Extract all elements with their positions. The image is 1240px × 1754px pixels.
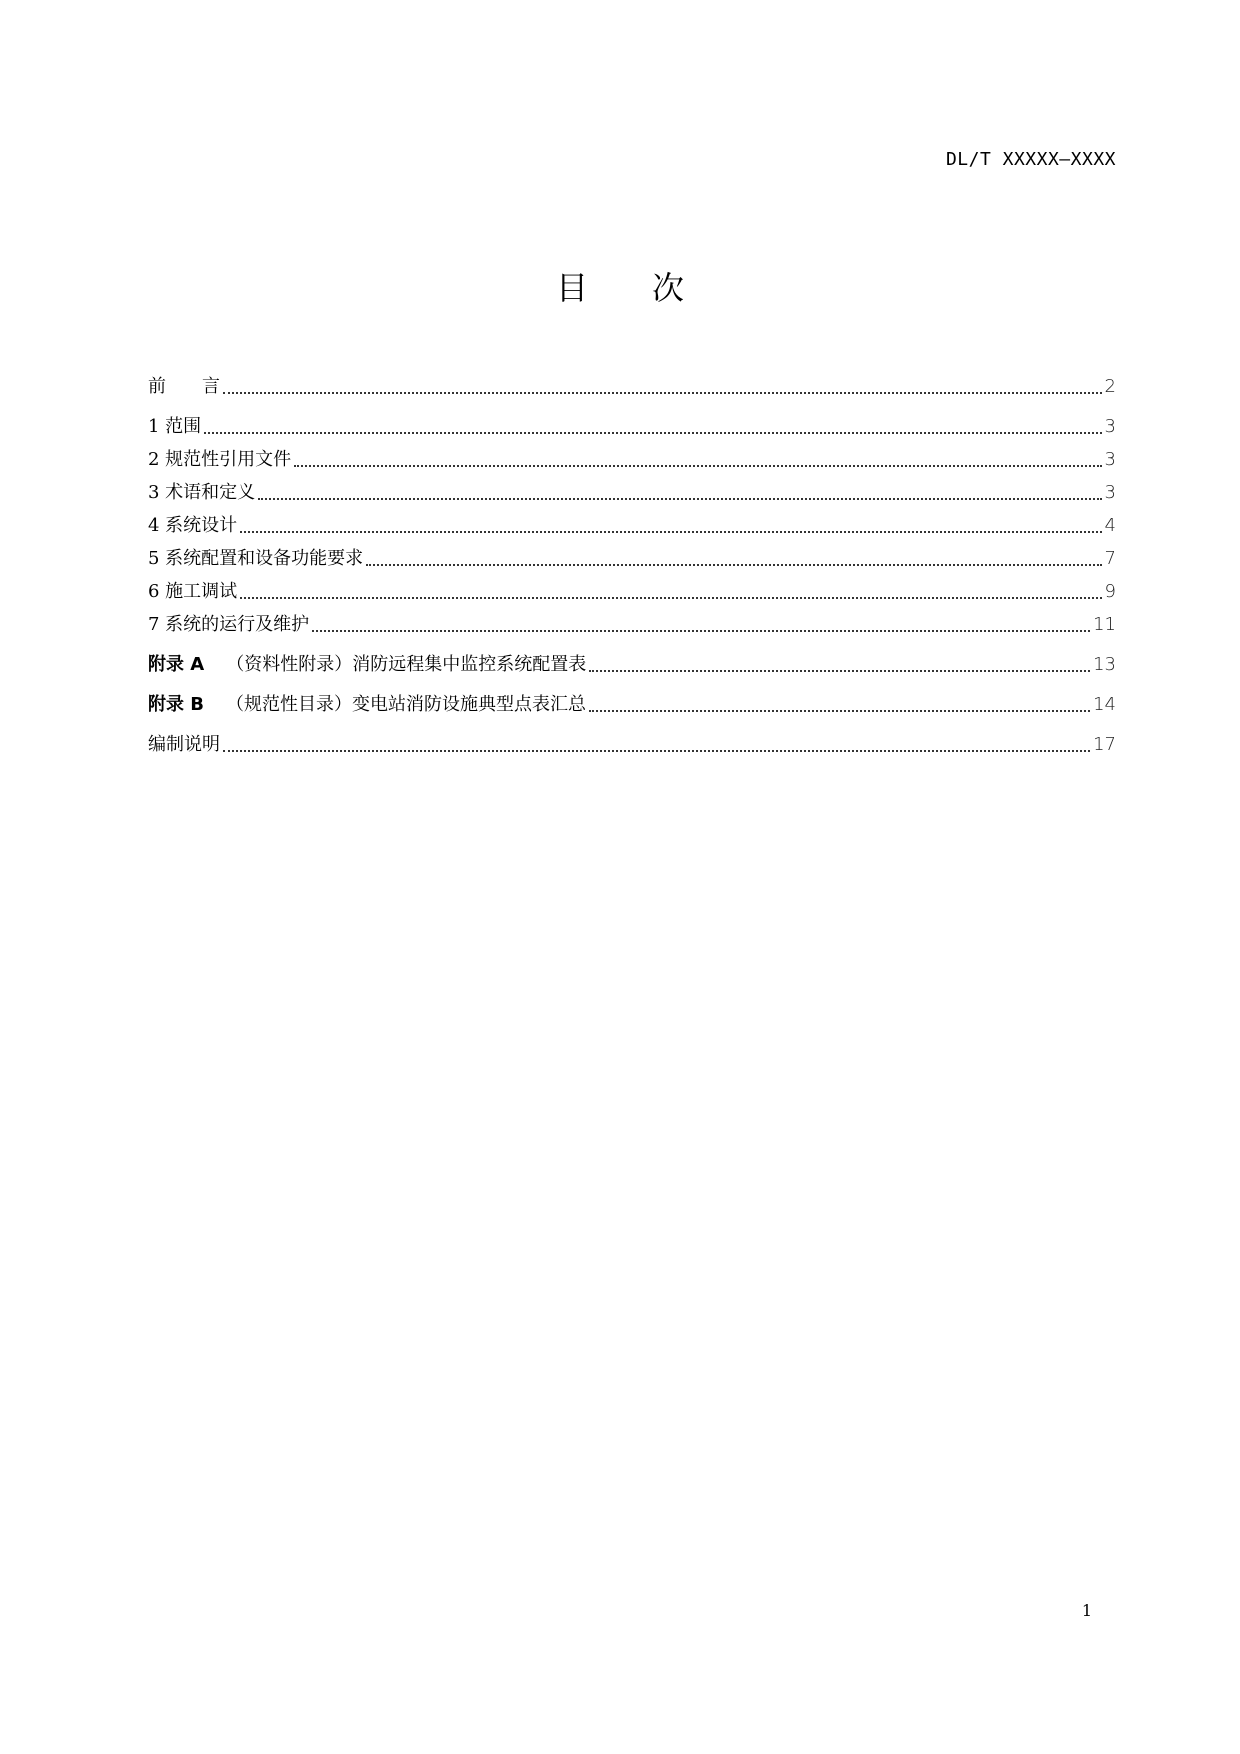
toc-entry-appendix-a[interactable] bbox=[148, 650, 1116, 676]
dot-leader bbox=[589, 694, 1090, 712]
dot-leader bbox=[589, 654, 1090, 672]
toc-title: 目 次 bbox=[555, 269, 684, 307]
toc-entry-operation-maintenance[interactable] bbox=[148, 610, 1116, 636]
toc-entry-preface[interactable] bbox=[148, 372, 1116, 398]
toc-entry-text: （规范性目录）变电站消防设施典型点表汇总 bbox=[226, 694, 586, 715]
toc-entry-page: 17 bbox=[1093, 734, 1116, 755]
toc-entry-text: 3 术语和定义 bbox=[148, 482, 256, 503]
toc-entry-text: 编制说明 bbox=[148, 734, 220, 755]
dot-leader bbox=[223, 734, 1090, 752]
toc-entry-text: 4 系统设计 bbox=[148, 515, 238, 536]
toc-entry-construction-commissioning[interactable] bbox=[148, 577, 1116, 603]
dot-leader bbox=[240, 581, 1101, 599]
toc-entry-page: 14 bbox=[1093, 694, 1116, 715]
toc-entry-system-configuration[interactable] bbox=[148, 544, 1116, 570]
toc-entry-text: （资料性附录）消防远程集中监控系统配置表 bbox=[226, 654, 587, 675]
toc-entry-text: 2 规范性引用文件 bbox=[148, 449, 292, 470]
toc-entry-text: 6 施工调试 bbox=[148, 581, 238, 602]
toc-entry-text: 前 言 bbox=[148, 376, 220, 397]
toc-entry-system-design[interactable] bbox=[148, 511, 1116, 537]
toc-entry-page: 9 bbox=[1104, 581, 1116, 602]
toc-entry-appendix-b[interactable] bbox=[148, 690, 1116, 716]
toc-entry-prefix: 附录 B bbox=[148, 694, 204, 715]
standard-code: DL/T XXXXX—XXXX bbox=[945, 149, 1116, 170]
dot-leader bbox=[223, 376, 1102, 394]
dot-leader bbox=[204, 416, 1101, 434]
dot-leader bbox=[294, 449, 1101, 467]
dot-leader bbox=[366, 548, 1101, 566]
toc-entry-text: 1 范围 bbox=[148, 416, 202, 437]
toc-entry-prefix: 附录 A bbox=[148, 654, 205, 675]
toc-entry-page: 11 bbox=[1093, 614, 1116, 635]
toc-entry-drafting-notes[interactable] bbox=[148, 730, 1116, 756]
toc-entry-terms-definitions[interactable] bbox=[148, 478, 1116, 504]
toc-entry-page: 13 bbox=[1093, 654, 1116, 675]
toc-entry-page: 3 bbox=[1104, 416, 1116, 437]
toc-entry-page: 3 bbox=[1104, 482, 1116, 503]
toc-entry-text: 5 系统配置和设备功能要求 bbox=[148, 548, 364, 569]
dot-leader bbox=[312, 614, 1090, 632]
dot-leader bbox=[240, 515, 1101, 533]
toc-entry-scope[interactable] bbox=[148, 412, 1116, 438]
toc-entry-page: 7 bbox=[1104, 548, 1116, 569]
toc-entry-page: 3 bbox=[1104, 449, 1116, 470]
toc-entry-text: 7 系统的运行及维护 bbox=[148, 614, 310, 635]
page-number: 1 bbox=[1081, 1601, 1092, 1620]
dot-leader bbox=[258, 482, 1101, 500]
toc-entry-page: 4 bbox=[1104, 515, 1116, 536]
toc-list bbox=[148, 0, 1116, 1754]
toc-entry-page: 2 bbox=[1104, 376, 1116, 397]
toc-entry-normative-references[interactable] bbox=[148, 445, 1116, 471]
